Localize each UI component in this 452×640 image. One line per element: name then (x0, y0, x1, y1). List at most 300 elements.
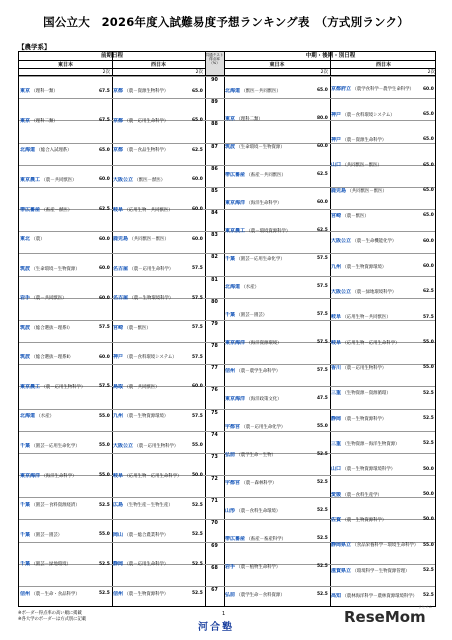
university-name: 東京海洋 (225, 199, 246, 206)
university-entry (331, 466, 422, 473)
university-name: 高知 (331, 592, 342, 599)
second-stage-score: 65.0 (423, 188, 434, 193)
university-name: 三重 (331, 390, 342, 397)
university-entry (20, 325, 98, 332)
university-name: 信州 (225, 367, 236, 374)
university-entry (20, 266, 98, 273)
department-name: （農学生命－食料資源） (235, 592, 285, 598)
university-name: 京都 (113, 147, 124, 154)
university-entry (20, 443, 98, 450)
second-stage-score: 60.0 (423, 86, 434, 92)
university-entry (113, 532, 191, 539)
second-stage-score: 52.5 (192, 591, 203, 597)
university-name: 筑波 (20, 265, 31, 272)
department-name: （共同獣医－獣医） (341, 163, 382, 169)
department-name: （園芸－食料資源経済） (30, 503, 80, 509)
university-name: 千葉 (20, 561, 31, 568)
second-stage-score: 50.0 (192, 473, 203, 478)
university-name: 京都府立 (331, 86, 352, 93)
university-entry (113, 325, 191, 332)
second-stage-score: 55.0 (317, 424, 328, 429)
department-name: （農－共同獣医） (30, 296, 67, 302)
second-stage-score: 65.0 (423, 112, 434, 117)
university-entry (225, 564, 316, 571)
second-stage-score: 50.0 (423, 492, 434, 497)
second-stage-score: 60.0 (99, 266, 110, 272)
department-name: （理科二類） (30, 118, 58, 124)
university-entry (225, 480, 316, 487)
second-stage-score: 65.0 (423, 213, 434, 219)
university-entry (331, 238, 422, 245)
second-stage-score: 52.5 (317, 480, 328, 485)
university-entry (331, 314, 422, 321)
university-entry (113, 354, 191, 361)
department-name: （農－応用生命科学） (123, 118, 169, 124)
department-name: （総合入試理系） (35, 148, 72, 154)
department-name: （園芸－園芸） (235, 312, 268, 318)
university-entry (331, 517, 422, 524)
department-name: （農－食料生命環境） (235, 508, 281, 514)
university-name: 大阪公立 (113, 442, 134, 449)
department-name: （理科一類） (30, 89, 58, 95)
university-entry (20, 88, 98, 95)
department-name: （農－食料環境システム） (341, 112, 395, 118)
university-name: 北海道 (20, 147, 36, 154)
university-entry (225, 396, 316, 403)
second-stage-score: 60.0 (317, 200, 328, 205)
university-entry (331, 162, 422, 169)
university-entry (225, 312, 316, 319)
university-entry (20, 384, 98, 391)
second-stage-score: 67.5 (99, 88, 110, 94)
left-west-header: 西日本 (112, 61, 205, 69)
university-entry (225, 284, 316, 291)
score-value: 72 (211, 477, 218, 482)
university-entry (225, 88, 316, 95)
left-group-header: 前期日程 (19, 52, 205, 61)
university-entry (113, 118, 191, 125)
footer-note: ※各大学のボーダーは方式別に記載 (18, 617, 87, 622)
second-stage-score: 60.0 (423, 238, 434, 244)
university-entry (225, 116, 316, 123)
university-entry (20, 561, 98, 568)
score-value: 84 (211, 211, 218, 216)
second-stage-score: 57.5 (317, 312, 328, 317)
score-value: 80 (211, 299, 218, 305)
score-value: 85 (211, 188, 218, 194)
department-name: （農－資源生命科学） (341, 137, 387, 143)
university-entry (113, 88, 191, 95)
department-name: （総合選抜－理系Ⅰ） (30, 325, 73, 331)
department-name: （応用生物－応用生命科学） (123, 473, 182, 479)
university-entry (331, 390, 422, 397)
university-entry (20, 118, 98, 125)
score-value: 70 (211, 521, 218, 527)
university-name: 九州 (113, 413, 124, 420)
university-entry (225, 172, 316, 179)
university-entry (113, 177, 191, 184)
score-value: 68 (211, 565, 218, 571)
university-name: 北海道 (225, 283, 241, 290)
department-name: （農－生物資源科学） (123, 591, 169, 597)
department-name: （共同獣医－獣医） (346, 188, 387, 194)
university-entry (113, 473, 191, 480)
university-name: 岩手 (20, 295, 31, 302)
second-stage-score: 67.5 (99, 118, 110, 124)
score-value: 83 (211, 233, 218, 239)
university-name: 東京海洋 (225, 395, 246, 402)
second-stage-score: 52.5 (423, 593, 434, 599)
university-entry (20, 502, 98, 509)
department-name: （農－獣医） (123, 325, 151, 331)
second-stage-score: 50.0 (423, 517, 434, 523)
university-name: 宇都宮 (225, 423, 241, 430)
university-entry (331, 492, 422, 499)
department-name: （水産） (240, 284, 259, 290)
university-entry (331, 416, 422, 423)
university-entry (20, 591, 98, 598)
second-stage-score: 52.5 (192, 502, 203, 508)
university-name: 広島 (113, 502, 124, 509)
watermark-logo (344, 608, 426, 626)
department-name: （農－植物生命科学） (235, 564, 281, 570)
university-name: 京都 (113, 117, 124, 124)
second-stage-score: 52.5 (99, 591, 110, 597)
brand-logo: 河合塾 (198, 622, 234, 633)
university-name: 筑波 (20, 324, 31, 331)
second-stage-score: 55.0 (99, 473, 110, 478)
second-stage-score: 62.5 (99, 207, 110, 212)
second-stage-score: 52.5 (99, 502, 110, 508)
department-name: （応用生物－応用生命科学） (341, 340, 400, 346)
second-stage-score: 65.0 (423, 162, 434, 168)
university-name: 岩手 (225, 563, 236, 570)
second-stage-score: 62.5 (317, 228, 328, 233)
second-stage-score: 65.0 (192, 88, 203, 94)
university-entry (225, 536, 316, 543)
second-stage-score: 52.5 (423, 441, 434, 447)
university-entry (20, 532, 98, 539)
second-stage-score: 60.0 (99, 177, 110, 183)
department-name: （畜産－獣医） (40, 207, 73, 213)
university-name: 弘前 (225, 591, 236, 598)
second-stage-score: 55.0 (423, 542, 434, 548)
university-name: 東京 (20, 88, 31, 95)
score-value: 69 (211, 543, 218, 549)
university-name: 鹿児島 (331, 187, 347, 194)
score-value: 89 (211, 100, 218, 106)
score-value: 71 (211, 499, 218, 505)
second-stage-score: 60.0 (317, 144, 328, 149)
department-name: （農－共同獣医） (40, 177, 77, 183)
right-east-level: 2次 (224, 69, 330, 76)
second-stage-score: 57.5 (317, 368, 328, 373)
department-name: （農－応用生物科学） (40, 384, 86, 390)
department-name: （農－資源生物科学） (123, 89, 169, 95)
university-name: 東京 (225, 115, 236, 122)
university-name: 弘前 (225, 451, 236, 458)
university-name: 佐賀 (331, 516, 342, 523)
department-name: （応用生物－共同獣医） (341, 315, 391, 321)
university-name: 帯広畜産 (225, 171, 246, 178)
second-stage-score: 57.5 (317, 284, 328, 289)
university-entry (331, 213, 422, 220)
university-name: 東京 (20, 117, 31, 124)
second-stage-score: 60.0 (192, 177, 203, 183)
university-name: 鳥取 (113, 383, 124, 390)
university-name: 静岡 (113, 561, 124, 568)
score-value: 76 (211, 388, 218, 394)
department-name: （農－食料生産学） (341, 492, 382, 498)
department-name: （獣医－獣医） (133, 177, 166, 183)
score-value: 73 (211, 454, 218, 460)
second-stage-score: 55.0 (423, 340, 434, 345)
right-west-level: 2次 (330, 69, 436, 76)
score-value: 77 (211, 366, 218, 372)
university-name: 千葉 (225, 255, 236, 262)
department-name: （農－応用生物科学） (133, 443, 179, 449)
university-name: 千葉 (225, 311, 236, 318)
university-entry (331, 568, 422, 575)
section-label: 【農学系】 (18, 43, 51, 51)
university-entry (331, 112, 422, 119)
university-name: 信州 (113, 590, 124, 597)
second-stage-score: 55.0 (192, 443, 203, 449)
university-name: 東京農工 (225, 227, 246, 234)
department-name: （農－生物資源科学） (341, 416, 387, 422)
university-name: 宮崎 (331, 212, 342, 219)
second-stage-score: 52.5 (423, 568, 434, 573)
department-name: （農－緑地環境科学） (351, 289, 397, 295)
second-stage-score: 57.5 (192, 266, 203, 272)
department-name: （応用生物－共同獣医） (123, 207, 173, 213)
university-name: 千葉 (20, 502, 31, 509)
second-stage-score: 65.0 (192, 118, 203, 124)
university-name: 大阪公立 (331, 288, 352, 295)
score-value: 90 (211, 78, 218, 83)
university-entry (20, 295, 98, 302)
department-name: （農－生命・食品科学） (30, 591, 80, 597)
university-entry (113, 384, 191, 391)
department-name: （畜産－共同獣医） (245, 172, 286, 178)
second-stage-score: 52.5 (192, 532, 203, 538)
university-name: 神戸 (331, 111, 342, 118)
department-name: （農－生物資源科学） (341, 517, 387, 523)
second-stage-score: 52.5 (99, 561, 110, 567)
university-entry (331, 86, 422, 93)
second-stage-score: 57.5 (423, 314, 434, 320)
university-entry (20, 473, 98, 480)
university-entry (113, 591, 191, 598)
department-name: （水産） (35, 414, 54, 420)
university-name: 岐阜 (331, 314, 342, 321)
university-name: 信州 (20, 590, 31, 597)
university-entry (20, 177, 98, 184)
university-name: 岐阜 (113, 206, 124, 213)
university-name: 神戸 (331, 136, 342, 143)
university-entry (331, 542, 422, 549)
page-number: 1 (222, 611, 226, 617)
second-stage-score: 55.0 (99, 413, 110, 419)
university-name: 千葉 (20, 531, 31, 538)
university-name: 東京農工 (20, 176, 41, 183)
university-entry (331, 340, 422, 347)
university-name: 筑波 (225, 143, 236, 150)
second-stage-score: 52.5 (192, 561, 203, 567)
watermark-subtext: リセマム (418, 605, 432, 609)
university-name: 宮崎 (113, 324, 124, 331)
left-east-level: 2次 (19, 69, 112, 76)
score-value: 75 (211, 410, 218, 416)
second-stage-score: 57.5 (99, 325, 110, 331)
university-entry (113, 236, 191, 243)
department-name: （農－総合農業科学） (123, 532, 169, 538)
university-name: 三重 (331, 440, 342, 447)
department-name: （海洋生命科学） (245, 200, 282, 206)
department-name: （獣医－共同獣医） (240, 88, 281, 94)
second-stage-score: 57.5 (317, 340, 328, 345)
second-stage-score: 62.5 (192, 147, 203, 153)
university-name: 香川 (331, 364, 342, 371)
score-value: 86 (211, 166, 218, 172)
second-stage-score: 52.5 (317, 508, 328, 513)
department-name: （農－応用生物科学） (341, 365, 387, 371)
department-name: （農－生命機能化学） (351, 239, 397, 245)
second-stage-score: 60.0 (192, 236, 203, 242)
department-name: （園芸－緑地環境） (30, 562, 71, 568)
university-entry (20, 147, 98, 154)
university-name: 大阪公立 (331, 238, 352, 245)
university-entry (113, 295, 191, 302)
university-entry (225, 424, 316, 431)
department-name: （生物生産－生物生産） (123, 503, 173, 509)
footer-notes (18, 611, 86, 623)
university-entry (20, 354, 98, 361)
university-name: 名古屋 (113, 265, 129, 272)
right-west-header: 西日本 (330, 61, 436, 69)
second-stage-score: 52.5 (317, 452, 328, 457)
score-column-header: 共通テスト得点率（%） (205, 52, 224, 76)
second-stage-score: 65.0 (99, 147, 110, 153)
department-name: （園芸－応用生命化学） (30, 443, 80, 449)
score-value: 87 (211, 144, 218, 150)
department-name: （農－生物資源環境科学） (341, 467, 396, 473)
department-name: （農林海洋科学－農林資源環境科学） (341, 593, 418, 599)
university-entry (331, 593, 422, 600)
left-west-level: 2次 (112, 69, 205, 76)
university-entry (113, 502, 191, 509)
university-name: 宇都宮 (225, 479, 241, 486)
second-stage-score: 57.5 (317, 256, 328, 261)
score-value: 74 (211, 432, 218, 438)
department-name: （生命環境－生物資源） (235, 144, 285, 150)
second-stage-score: 62.5 (317, 172, 328, 177)
university-name: 京都 (113, 88, 124, 95)
university-entry (225, 200, 316, 207)
university-entry (113, 443, 191, 450)
university-name: 東北 (20, 236, 31, 243)
second-stage-score: 60.0 (99, 295, 110, 301)
second-stage-score: 60.0 (423, 264, 434, 269)
score-value: 82 (211, 255, 218, 261)
university-name: 帯広畜産 (225, 535, 246, 542)
department-name: （農－食品生物科学） (123, 148, 169, 154)
department-name: （農－応用生命化学） (240, 424, 286, 430)
right-east-header: 東日本 (224, 61, 330, 69)
department-name: （共同獣医－獣医） (128, 237, 169, 243)
score-value: 78 (211, 344, 218, 349)
university-name: 神戸 (113, 354, 124, 361)
department-name: （生物資源－資源循環） (341, 391, 391, 397)
department-name: （農－生物資源環境） (123, 414, 169, 420)
department-name: （農－環境資源科学） (245, 228, 291, 234)
department-name: （海洋政策文化） (245, 396, 282, 402)
department-name: （農－生物環境科学） (128, 296, 174, 302)
second-stage-score: 60.0 (99, 236, 110, 242)
second-stage-score: 65.0 (423, 137, 434, 143)
university-entry (331, 137, 422, 144)
university-name: 名古屋 (113, 295, 129, 302)
university-entry (225, 592, 316, 599)
department-name: （農－応用生命科学） (128, 266, 174, 272)
second-stage-score: 57.5 (192, 325, 203, 331)
second-stage-score: 52.5 (423, 390, 434, 396)
department-name: （農－共同獣医） (123, 384, 160, 390)
department-name: （理科二類） (235, 116, 263, 122)
watermark-text: ReseMom (344, 608, 426, 626)
university-entry (331, 289, 422, 296)
department-name: （総合選抜－理系Ⅱ） (30, 355, 74, 361)
university-name: 九州 (331, 263, 342, 270)
second-stage-score: 60.0 (99, 354, 110, 360)
university-entry (225, 256, 316, 263)
second-stage-score: 65.0 (317, 88, 328, 93)
second-stage-score: 52.5 (317, 564, 328, 569)
second-stage-score: 80.0 (317, 116, 328, 121)
department-name: （農－生物資源環境） (341, 264, 387, 270)
university-name: 山形 (225, 507, 236, 514)
score-value: 88 (211, 122, 218, 128)
university-entry (225, 228, 316, 235)
university-name: 山口 (331, 466, 342, 473)
score-value: 79 (211, 321, 218, 327)
second-stage-score: 47.5 (317, 396, 328, 401)
university-entry (113, 266, 191, 273)
footer-note: ※ボーダー得点率の高い順に掲載 (18, 611, 82, 616)
department-name: （園芸－園芸） (30, 532, 63, 538)
second-stage-score: 55.0 (99, 443, 110, 449)
university-name: 滋賀県立 (331, 567, 352, 574)
ranking-table (18, 51, 436, 607)
left-east-header: 東日本 (19, 61, 112, 69)
department-name: （園芸－応用生命化学） (235, 256, 285, 262)
department-name: （農－食料環境システム） (123, 355, 177, 361)
university-entry (113, 147, 191, 154)
university-name: 岐阜 (331, 339, 342, 346)
second-stage-score: 57.5 (99, 384, 110, 390)
university-name: 静岡 (331, 415, 342, 422)
department-name: （環境科学－生物資源管理） (351, 568, 410, 574)
university-entry (225, 340, 316, 347)
second-stage-score: 50.0 (423, 466, 434, 472)
second-stage-score: 57.5 (192, 413, 203, 419)
university-entry (225, 452, 316, 459)
department-name: （農） (30, 237, 45, 243)
university-name: 北海道 (225, 87, 241, 94)
university-entry (113, 207, 191, 214)
university-name: 山口 (331, 162, 342, 169)
department-name: （生命環境－生物資源） (30, 266, 80, 272)
